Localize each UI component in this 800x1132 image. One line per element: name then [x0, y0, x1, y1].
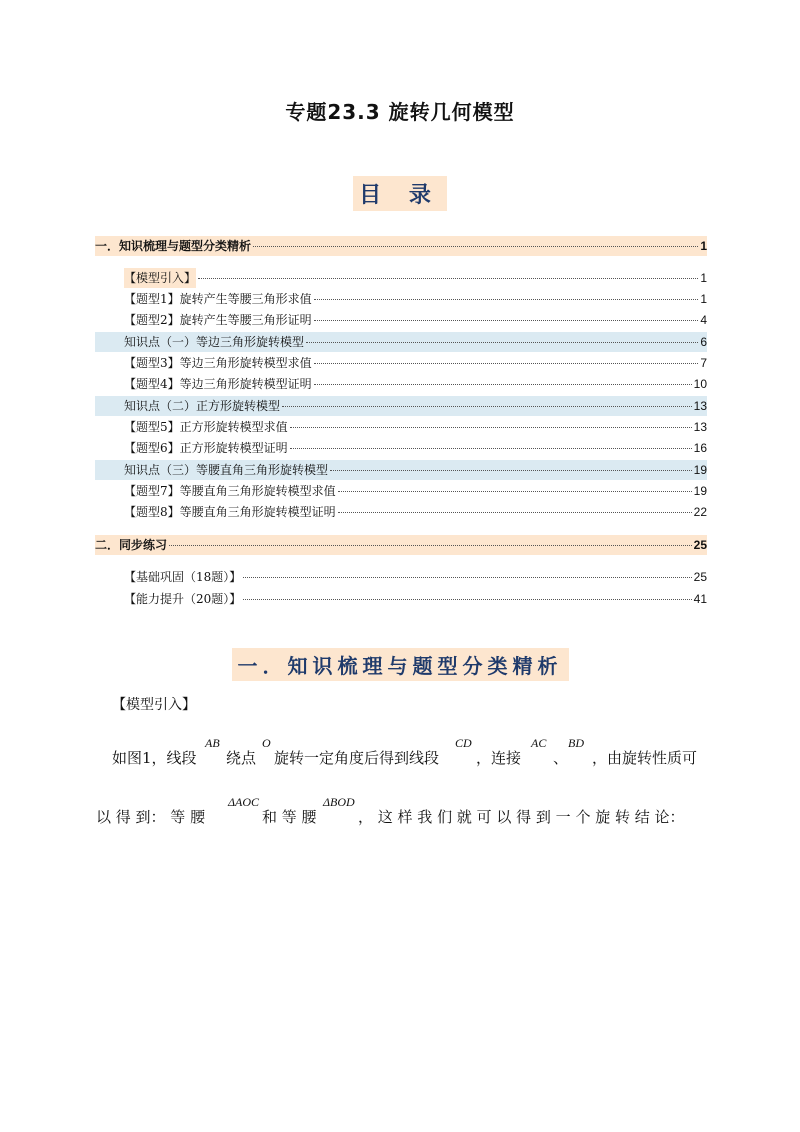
toc-leader-dots — [338, 512, 692, 513]
toc-entry-label: 【题型6】正方形旋转模型证明 — [124, 441, 288, 455]
toc-entry-level1[interactable] — [95, 535, 707, 555]
toc-entry[interactable] — [124, 481, 707, 501]
toc-entry-page: 16 — [693, 441, 707, 455]
toc-leader-dots — [169, 545, 692, 546]
toc-entry[interactable] — [124, 417, 707, 437]
toc-entry-label: 二．同步练习 — [95, 538, 168, 552]
toc-heading-container — [0, 176, 800, 211]
toc-entry[interactable] — [124, 502, 707, 522]
toc-entry[interactable] — [124, 589, 707, 609]
paragraph-text: ， 这 样 我 们 就 可 以 得 到 一 个 旋 转 结 论： — [358, 808, 685, 826]
toc-entry-page: 13 — [693, 420, 707, 434]
section-title-container — [0, 648, 800, 681]
toc-entry-label: 知识点（二）正方形旋转模型 — [124, 399, 281, 413]
paragraph-text: 和 等 腰 — [262, 808, 317, 826]
toc-entry-page: 13 — [693, 399, 707, 413]
math-variable: CD — [455, 736, 472, 750]
toc-entry-label: 【题型7】等腰直角三角形旋转模型求值 — [124, 484, 336, 498]
toc-entry-page: 19 — [693, 463, 707, 477]
toc-leader-dots — [314, 299, 699, 300]
toc-entry-knowledge-point[interactable] — [95, 460, 707, 480]
math-variable: ΔBOD — [323, 795, 355, 809]
toc-entry-level1[interactable] — [95, 236, 707, 256]
toc-entry-page: 25 — [693, 570, 707, 584]
toc-entry[interactable] — [124, 310, 707, 330]
toc-entry-label: 【题型1】旋转产生等腰三角形求值 — [124, 292, 312, 306]
math-variable: ΔAOC — [228, 795, 260, 809]
paragraph-text: 绕点 — [226, 749, 257, 767]
toc-entry-page: 1 — [700, 271, 707, 285]
toc-entry-label: 【题型5】正方形旋转模型求值 — [124, 420, 288, 434]
math-variable: AB — [205, 736, 220, 750]
toc-entry[interactable] — [124, 374, 707, 394]
document-title: 专题23.3 旋转几何模型 — [285, 100, 515, 124]
toc-entry[interactable] — [124, 438, 707, 458]
toc-entry-page: 41 — [693, 592, 707, 606]
toc-entry[interactable] — [124, 353, 707, 373]
toc-entry[interactable] — [124, 289, 707, 309]
paragraph-text: 以 得 到： 等 腰 — [96, 808, 206, 826]
toc-leader-dots — [306, 342, 698, 343]
toc-leader-dots — [314, 384, 692, 385]
toc-entry-page: 10 — [693, 377, 707, 391]
math-variable: BD — [568, 736, 584, 750]
toc-leader-dots — [198, 278, 698, 279]
toc-entry-page: 19 — [693, 484, 707, 498]
math-variable: O — [262, 736, 271, 750]
toc-entry-label: 知识点（一）等边三角形旋转模型 — [124, 335, 305, 349]
toc-entry-label: 知识点（三）等腰直角三角形旋转模型 — [124, 463, 329, 477]
toc-entry-label: 【基础巩固（18题）】 — [124, 570, 242, 584]
paragraph-text: 如图1，线段 — [112, 749, 197, 767]
toc-entry-page: 1 — [700, 239, 707, 253]
paragraph-text: ，由旋转性质可 — [592, 749, 698, 767]
toc-entry-label: 【题型4】等边三角形旋转模型证明 — [124, 377, 312, 391]
toc-leader-dots — [338, 491, 692, 492]
toc-entry-page: 4 — [700, 313, 707, 327]
sub-heading: 【模型引入】 — [112, 697, 196, 713]
toc-entry-page: 7 — [700, 356, 707, 370]
toc-entry-knowledge-point[interactable] — [95, 396, 707, 416]
toc-entry-page: 1 — [700, 292, 707, 306]
toc-entry-label: 【模型引入】 — [124, 268, 196, 288]
toc-leader-dots — [282, 406, 692, 407]
paragraph-text: ，连接 — [476, 749, 522, 767]
paragraph-text: 、 — [553, 749, 569, 767]
toc-entry-page: 22 — [693, 505, 707, 519]
toc-leader-dots — [314, 320, 699, 321]
section-title: 一．知识梳理与题型分类精析 — [232, 648, 569, 681]
toc-entry-label: 一．知识梳理与题型分类精析 — [95, 239, 252, 253]
toc-leader-dots — [290, 448, 692, 449]
toc-leader-dots — [243, 599, 691, 600]
toc-entry-label: 【能力提升（20题）】 — [124, 592, 242, 606]
toc-heading: 目 录 — [353, 176, 447, 211]
toc-leader-dots — [330, 470, 692, 471]
toc-leader-dots — [314, 363, 699, 364]
toc-entry-label: 【题型2】旋转产生等腰三角形证明 — [124, 313, 312, 327]
toc-entry[interactable] — [124, 567, 707, 587]
toc-entry[interactable] — [124, 268, 707, 288]
toc-entry-page: 6 — [700, 335, 707, 349]
toc-entry-knowledge-point[interactable] — [95, 332, 707, 352]
toc-entry-page: 25 — [693, 538, 707, 552]
math-variable: AC — [531, 736, 547, 750]
toc-entry-label: 【题型8】等腰直角三角形旋转模型证明 — [124, 505, 336, 519]
toc-entry-label: 【题型3】等边三角形旋转模型求值 — [124, 356, 312, 370]
paragraph-text: 旋转一定角度后得到线段 — [274, 749, 440, 767]
toc-leader-dots — [290, 427, 692, 428]
toc-leader-dots — [243, 577, 691, 578]
toc-leader-dots — [253, 246, 698, 247]
